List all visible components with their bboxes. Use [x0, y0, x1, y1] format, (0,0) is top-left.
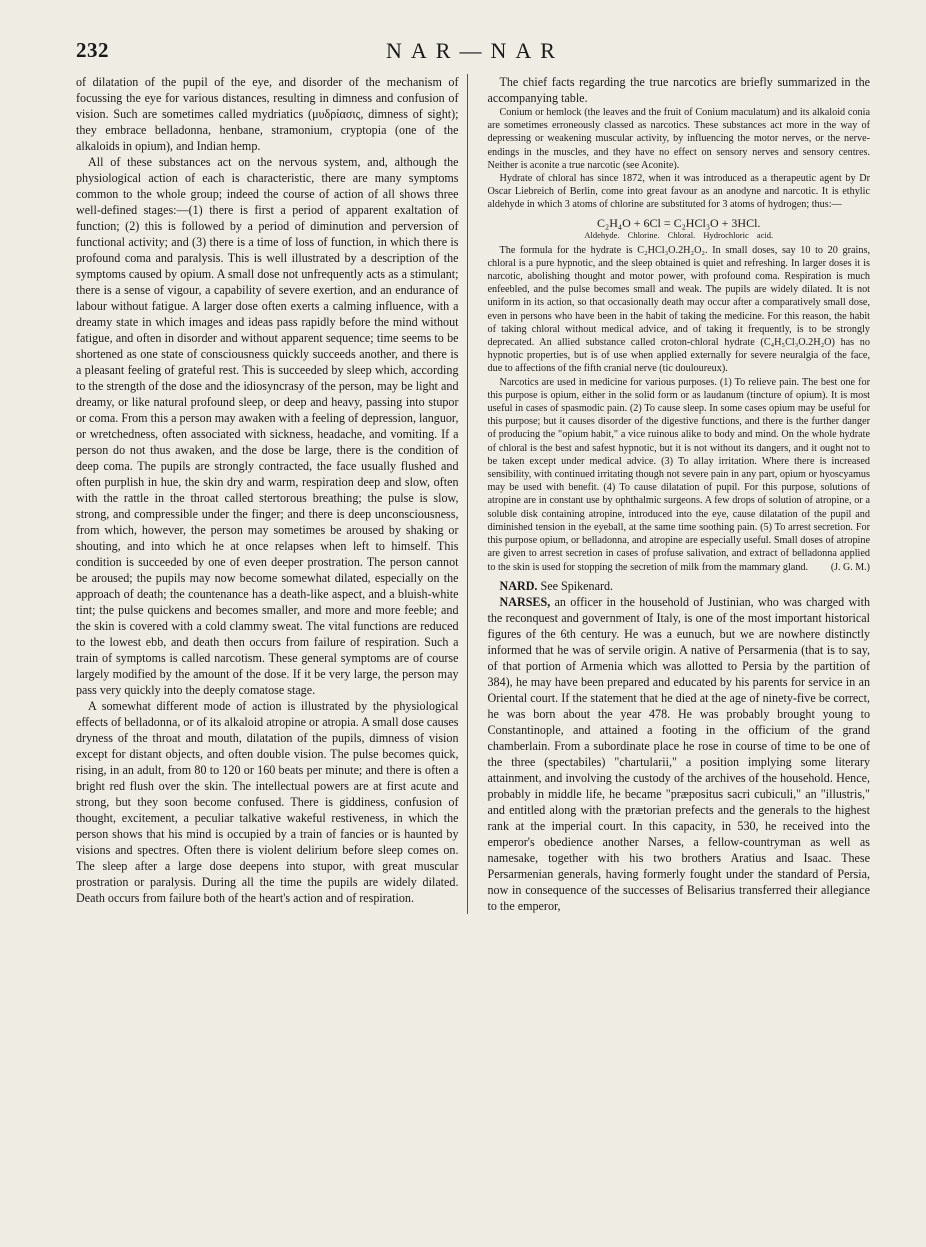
- right-column: [488, 74, 871, 914]
- running-title: NAR—NAR: [386, 38, 564, 63]
- entry-text: an officer in the household of Justinian, who was charged with the reconquest and government of Italy, is one of the most important historical figures of the 6th century. He was a eunuch, but we are nowhere distinctly informed that he was of servile origin. A native of Persarmenia (that is to say, of that portion of Armenia which was allotted to Persia by the partition of 384), he may have been prepared and educated by his parents for service in an Oriental court. If the statement that he died at the age of ninety-five be correct, he was born about the year 478. He was probably brought young to Constantinople, and attained a footing in the officium of the grand chamberlain. From a subordinate place he rose in course of time to be one of the three (spectabiles) "chartularii," a position implying some literary attainment, and involving the custody of the archives of the household. Hence, probably in middle life, he became "præpositus sacri cubiculi," an "illustris," and entitled along with the prætorian prefects and the generals to the highest rank at the imperial court. In this capacity, in 530, he received into the emperor's obedience another Narses, a fellow-countryman as well as namesake, together with his two brothers Aratius and Isaac. These Persarmenian generals, having formerly fought under the standard of Persia, now in consequence of the successes of Belisarius transferred their allegiance to the emperor,: [487, 594, 871, 913]
- table-intro: The chief facts regarding the true narcotics are briefly summarized in the accompanying table.: [487, 75, 870, 105]
- nard-entry: [488, 578, 871, 594]
- entry-headword: NARSES,: [499, 594, 551, 609]
- small-paragraph-text: Narcotics are used in medicine for various purposes. (1) To relieve pain. The best one for this purpose is opium, either in the solid form or as laudanum (tincture of opium). It is most useful in cases of spasmodic pain. (2) To cause sleep. In some cases opium may be useful for this purpose; but it causes disorder of the digestive functions, and there is the further danger of producing the "opium habit," a vice ruinous alike to body and mind. On the whole hydrate of chloral is the best and safest hypnotic, but it is not without its dangers, and it ought not to be taken except under medical advice. (3) To allay irritation. Where there is increased sensibility, with continued irritating though not severe pain in any part, opium or hyoscyamus may be used with benefit. (4) To cause dilatation of pupil. For this purpose, solutions of atropine are in constant use by ophthalmic surgeons. A few drops of solution of atropine, or a soluble disk containing atropine, introduced into the eye, cause dilatation of the pupil and diminished tension in the eyeball, at the same time soothing pain. (5) To arrest secretion. For this purpose opium, or belladonna, and atropine are especially useful. Small doses of atropine are given to arrest secretion in cases of profuse salivation, and extract of belladonna applied to the skin is used for stopping the secretion of milk from the mammary gland.: [487, 376, 870, 573]
- narses-entry: [488, 594, 871, 914]
- small-paragraph: Conium or hemlock (the leaves and the fruit of Conium maculatum) and its alkaloid conia are sometimes erroneously classed as narcotics. These substances act more in the way of depressing or weakening muscular activity, by influencing the motor nerves, or the nerve-endings in the muscles, and they have no effect on sensory nerves and sensory centres. Neither is aconite a true narcotic (see Aconite).: [487, 107, 870, 171]
- chemical-equation: C₂H₄O + 6Cl = C₂HCl₃O + 3HCl.: [597, 215, 761, 230]
- running-head: [76, 38, 870, 72]
- small-paragraph: [488, 376, 871, 574]
- entry-headword: NARD.: [499, 578, 538, 593]
- left-column: [76, 74, 468, 914]
- equation-labels: Aldehyde. Chlorine. Chloral. Hydrochloric acid.: [584, 229, 774, 240]
- small-paragraph: The formula for the hydrate is C₂HCl₃O.2H₂O₂. In small doses, say 10 to 20 grains, chloral is a pure hypnotic, and the sleep obtained is quiet and refreshing. In larger doses it is narcotic, abolishing thought and motor power, with profound coma. Respiration is much enfeebled, and the pulse becomes small and weak. The pupils are widely dilated. It is not uniform in its action, so that occasionally death may occur after a comparatively small dose, even in persons who have been in the habit of taking the medicine. For this reason, the habit of taking chloral without medical advice, and of taking it frequently, is to be strongly deprecated. An allied substance called croton-chloral hydrate (C₄H₅Cl₃O.2H₂O) has no hypnotic properties, but is of use when applied externally for severe neuralgia of the face, due to affections of the fifth cranial nerve (tic douloureux).: [487, 244, 870, 375]
- paragraph: All of these substances act on the nervous system, and, although the physiological action of each is characteristic, there are many symptoms common to the whole group; indeed the course of action of all shows three well-defined stages:—(1) there is first a period of apparent exaltation of function; (2) this is followed by a period of diminution and perversion of functional activity; and (3) there is a time of loss of function, in which there is profound coma and paralysis. This is well illustrated by a description of the symptoms caused by opium. A small dose not unfrequently acts as a stimulant; there is a sense of vigour, a capability of severe exertion, and an endurance of labour without fatigue. A larger dose often exerts a calming influence, with a dreamy state in which images and ideas pass rapidly before the mind without fatigue, and often in disorder and without apparent sequence; time seems to be shortened as one state of consciousness quickly succeeds another, and there is a pleasant feeling of grateful rest. This is succeeded by sleep which, according to the strength of the dose and the idiosyncrasy of the person, may be light and dreamy, or like natural profound sleep, or deep and heavy, passing into stupor or coma. From this a person may awaken with a feeling of depression, languor, or wretchedness, often associated with sickness, headache, and vomiting. If a person do not thus awaken, and the dose be large, there is the condition of deep coma. The pupils are strongly contracted, the face usually flushed and often purplish in hue, the skin dry and warm, respiration deep and slow, often with the rattle in the throat called stertorous breathing; the pulse is slow, strong, and compressible under the finger; and there is deep unconsciousness, from which, however, the person may sometimes be aroused by shaking or shouting, and into which he at once relapses when left to himself. This condition is succeeded by one of even deeper prostration. The person cannot be aroused; the pupils may now become somewhat dilated, especially on the approach of death; the countenance has a death-like aspect, and a bluish-white tint; the pulse quickens and becomes smaller, and more and more feeble; and the skin is covered with a cold clammy sweat. The vital functions are reduced to the lowest ebb, and death then occurs from failure of respiration. Such a train of symptoms is called narcotism. These general symptoms are of course largely modified by the amount of the dose. If it be very large, the person may pass very quickly into the deeply comatose stage.: [76, 155, 459, 697]
- cross-reference: See Spikenard.: [540, 578, 614, 593]
- author-signature: (J. G. M.): [830, 561, 870, 573]
- text-columns: [76, 74, 870, 914]
- small-paragraph: Hydrate of chloral has since 1872, when it was introduced as a therapeutic agent by Dr Oscar Liebreich of Berlin, come into great favour as an anodyne and narcotic. It is ethylic aldehyde in which 3 atoms of chlorine are substituted for 3 atoms of hydrogen; thus:—: [487, 173, 870, 211]
- page-number: 232: [76, 38, 109, 62]
- paragraph: of dilatation of the pupil of the eye, and disorder of the mechanism of focussing the eye for various distances, resulting in dimness and confusion of vision. Such are sometimes called mydriatics (μυδρίασις, dimness of sight); they embrace belladonna, henbane, stramonium, cryptopia (one of the alkaloids in opium), and Indian hemp.: [76, 75, 459, 153]
- paragraph: A somewhat different mode of action is illustrated by the physiological effects of belladonna, or of its alkaloid atropine or atropia. A small dose causes dryness of the throat and mouth, dilatation of the pupils, dimness of vision except for distant objects, and often double vision. The pulse becomes quick, rising, in an adult, from 80 to 120 or 160 beats per minute; and there is often a bright red flush over the skin. The intellectual powers are at first acute and strong, but they soon become confused. There is giddiness, confusion of thought, excitement, a peculiar talkative wakeful restiveness, in which the person shows that his mind is occupied by a train of fancies or is haunted by visions and spectres. Often there is violent delirium before sleep comes on. The sleep after a large dose deepens into stupor, with great muscular prostration or paralysis. During all the time the pupils are widely dilated. Death occurs from failure both of the heart's action and of respiration.: [76, 699, 459, 905]
